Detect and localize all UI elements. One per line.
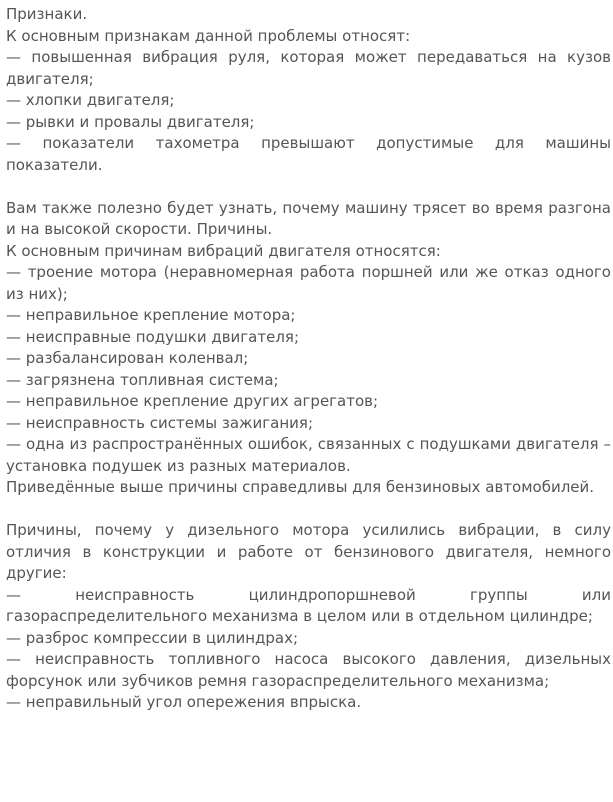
list-item: — неисправные подушки двигателя; (6, 327, 300, 346)
paragraph: К основным признакам данной проблемы относят: (6, 26, 411, 45)
paragraph: Вам также полезно будет узнать, почему машину трясет во время разгона и на высокой скорости. Причины. (6, 198, 611, 238)
list-item: — одна из распространённых ошибок, связанных с подушками двигателя – установка подушек из разных материалов. (6, 435, 611, 475)
list-item: — неправильное крепление других агрегатов; (6, 392, 379, 410)
list-item: — показатели тахометра превышают допустимые для машины показатели. (6, 134, 611, 174)
list-item: — неисправность системы зажигания; (6, 413, 314, 432)
list-item: — хлопки двигателя; (6, 91, 175, 109)
list-item: — неправильное крепление мотора; (6, 306, 296, 324)
paragraph: К основным причинам вибраций двигателя относятся: (6, 241, 441, 260)
list-item: — повышенная вибрация руля, которая может передаваться на кузов двигателя; (6, 48, 611, 88)
paragraph: Приведённые выше причины справедливы для бензиновых автомобилей. (6, 478, 595, 496)
list-item: — загрязнена топливная система; (6, 370, 279, 389)
list-item: — разбалансирован коленвал; (6, 349, 249, 367)
paragraph-spacer (6, 499, 611, 521)
section-heading-signs: Признаки. (6, 5, 88, 23)
list-item: — неисправность цилиндропоршневой группы или газораспределительного механизма в целом или в отдельном цилиндре; (6, 585, 611, 625)
list-item: — рывки и провалы двигателя; (6, 112, 255, 131)
list-item: — троение мотора (неравномерная работа поршней или же отказ одного из них); (6, 263, 611, 303)
list-item: — разброс компрессии в цилиндрах; (6, 628, 299, 647)
list-item: — неправильный угол опережения впрыска. (6, 693, 362, 711)
list-item: — неисправность топливного насоса высокого давления, дизельных форсунок или зубчиков ремня газораспределительного механизма; (6, 650, 611, 690)
paragraph-spacer (6, 176, 611, 198)
paragraph: Причины, почему у дизельного мотора усилились вибрации, в силу отличия в конструкции и работе от бензинового двигателя, немного другие: (6, 521, 611, 582)
